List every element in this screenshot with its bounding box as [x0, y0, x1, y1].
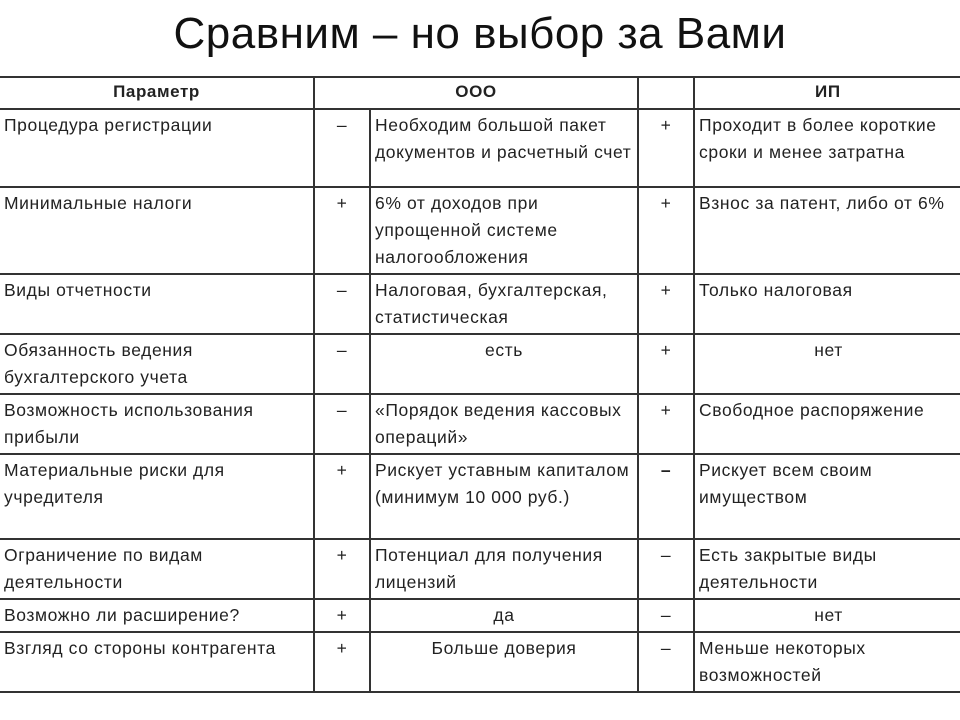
- ip-text: Только налоговая: [694, 274, 960, 334]
- ip-text: Проходит в более короткие сроки и менее затратна: [694, 109, 960, 187]
- ooo-sign: –: [314, 334, 370, 394]
- ip-text: Взнос за патент, либо от 6%: [694, 187, 960, 274]
- ooo-sign: –: [314, 274, 370, 334]
- ip-text: нет: [694, 599, 960, 632]
- ip-text: нет: [694, 334, 960, 394]
- row-param: Материальные риски для учредителя: [0, 454, 314, 539]
- header-spacer: [638, 77, 694, 109]
- ooo-text: Больше доверия: [370, 632, 638, 692]
- table-row: [0, 632, 960, 692]
- ip-text: Есть закрытые виды деятельности: [694, 539, 960, 599]
- comparison-table: [0, 76, 960, 693]
- ip-sign: +: [638, 187, 694, 274]
- row-param: Процедура регистрации: [0, 109, 314, 187]
- ooo-text: «Порядок ведения кассовых операций»: [370, 394, 638, 454]
- ooo-text: Потенциал для получения лицензий: [370, 539, 638, 599]
- table-header-row: [0, 77, 960, 109]
- ip-sign: +: [638, 274, 694, 334]
- ip-text: Свободное распоряжение: [694, 394, 960, 454]
- table-row: [0, 599, 960, 632]
- row-param: Обязанность ведения бухгалтерского учета: [0, 334, 314, 394]
- ooo-sign: +: [314, 599, 370, 632]
- ip-note-box: Меньше некоторых возможностей: [694, 632, 960, 692]
- row-param: Возможность использования прибыли: [0, 394, 314, 454]
- row-param: Минимальные налоги: [0, 187, 314, 274]
- table-row: [0, 274, 960, 334]
- ooo-sign: +: [314, 187, 370, 274]
- ip-sign: +: [638, 334, 694, 394]
- ooo-text: Необходим большой пакет документов и расчетный счет: [370, 109, 638, 187]
- table-row: [0, 109, 960, 187]
- header-ooo: ООО: [314, 77, 638, 109]
- table-row: [0, 454, 960, 539]
- ip-text: Рискует всем своим имуществом: [694, 454, 960, 539]
- table-row: [0, 394, 960, 454]
- ip-sign: –: [638, 599, 694, 632]
- ooo-sign: +: [314, 539, 370, 599]
- row-param: Ограничение по видам деятельности: [0, 539, 314, 599]
- ip-sign: –: [638, 454, 694, 539]
- header-param: Параметр: [0, 77, 314, 109]
- ooo-sign: +: [314, 454, 370, 539]
- ooo-sign: –: [314, 109, 370, 187]
- ooo-text: 6% от доходов при упрощенной системе налогообложения: [370, 187, 638, 274]
- ooo-text: Рискует уставным капиталом (минимум 10 000 руб.): [370, 454, 638, 539]
- table-row: [0, 334, 960, 394]
- header-ip: ИП: [694, 77, 960, 109]
- ip-sign: +: [638, 394, 694, 454]
- ip-sign: +: [638, 109, 694, 187]
- ooo-text: есть: [370, 334, 638, 394]
- row-param: Виды отчетности: [0, 274, 314, 334]
- row-param: Возможно ли расширение?: [0, 599, 314, 632]
- ip-sign: –: [638, 539, 694, 599]
- ooo-text: да: [370, 599, 638, 632]
- ooo-sign: +: [314, 632, 370, 692]
- row-param: Взгляд со стороны контрагента: [0, 632, 314, 692]
- table-row: [0, 539, 960, 599]
- ooo-text: Налоговая, бухгалтерская, статистическая: [370, 274, 638, 334]
- ooo-sign: –: [314, 394, 370, 454]
- table-row: [0, 187, 960, 274]
- slide-title: Сравним – но выбор за Вами: [173, 9, 787, 58]
- ip-sign: –: [638, 632, 694, 692]
